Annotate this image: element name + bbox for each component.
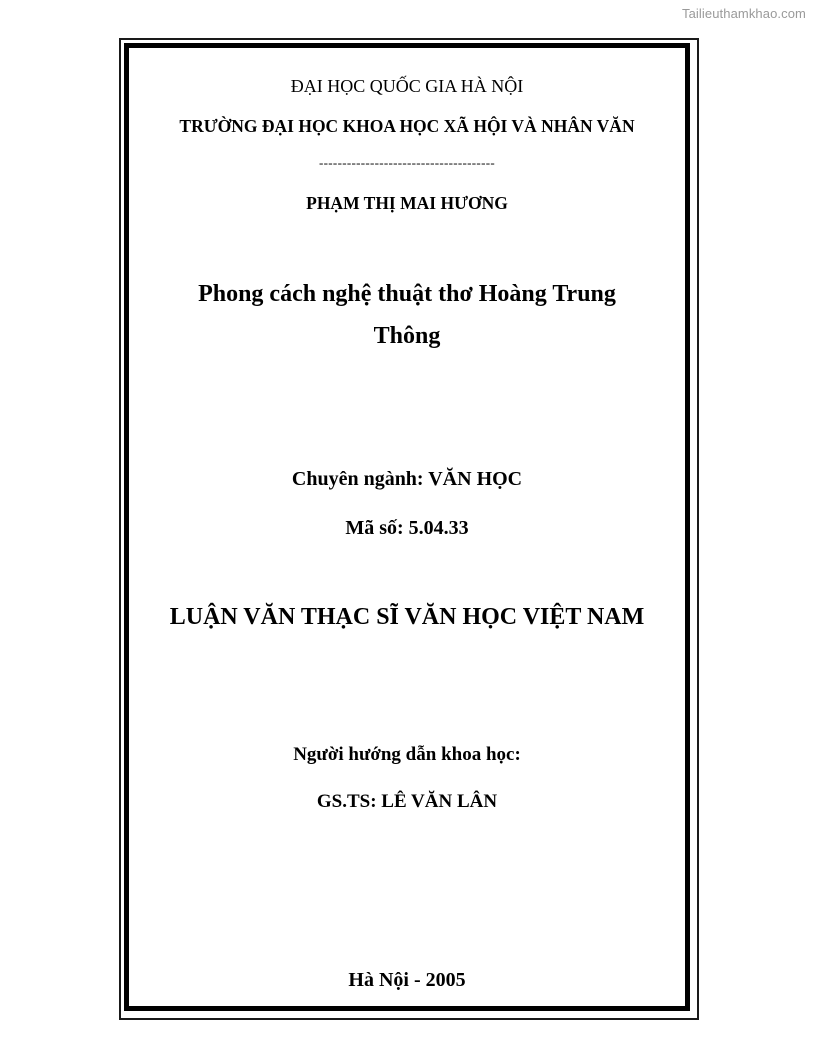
advisor-name: GS.TS: LÊ VĂN LÂN <box>316 791 498 812</box>
degree-type: LUẬN VĂN THẠC SĨ VĂN HỌC VIỆT NAM <box>169 604 645 630</box>
thesis-title-line-1: Phong cách nghệ thuật thơ Hoàng Trung <box>198 281 616 307</box>
author-name: PHẠM THỊ MAI HƯƠNG <box>306 193 508 213</box>
thesis-cover <box>124 43 690 1011</box>
advisor-label: Người hướng dẫn khoa học: <box>293 744 521 765</box>
university-name: ĐẠI HỌC QUỐC GIA HÀ NỘI <box>290 76 524 96</box>
major-code: Mã số: 5.04.33 <box>345 517 469 539</box>
major: Chuyên ngành: VĂN HỌC <box>291 468 523 490</box>
divider-line: -------------------------------------- <box>319 155 495 170</box>
place-year: Hà Nội - 2005 <box>348 969 466 991</box>
school-name: TRƯỜNG ĐẠI HỌC KHOA HỌC XÃ HỘI VÀ NHÂN VĂN <box>179 116 635 136</box>
thesis-title-line-2: Thông <box>373 323 441 349</box>
watermark: Tailieuthamkhao.com <box>681 6 806 21</box>
